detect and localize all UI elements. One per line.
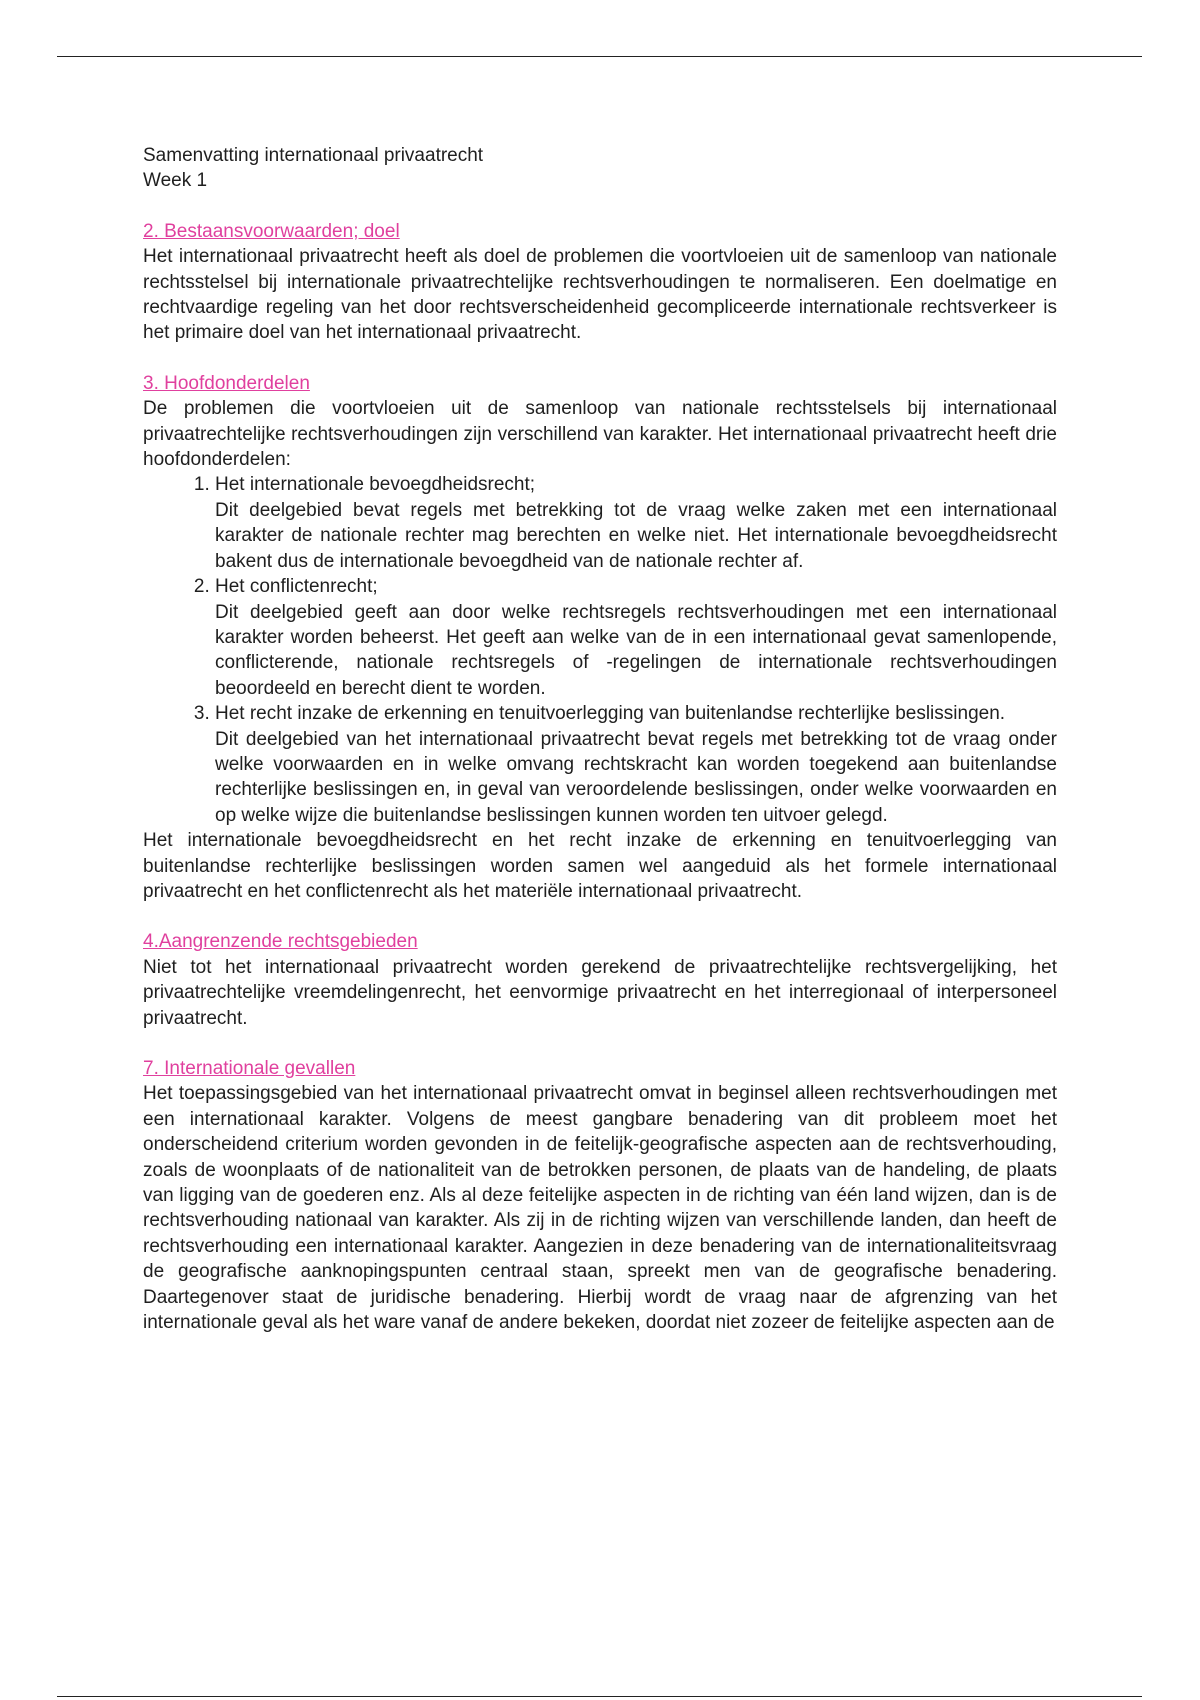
list-item-text: Dit deelgebied bevat regels met betrekking tot de vraag welke zaken met een internationaal karakter de nationale rechter mag berechten en welke niet. Het internationale bevoegdheidsrecht bakent dus de internationale bevoegdheid van de nationale rechter af.: [215, 499, 1057, 572]
document-title: Samenvatting internationaal privaatrecht: [143, 145, 484, 166]
list-item: [215, 472, 1057, 574]
section-heading: 3. Hoofdonderdelen: [143, 372, 310, 394]
section-aangrenzende-rechtsgebieden: [143, 929, 1057, 1031]
top-rule: [57, 56, 1142, 57]
list-item-title: 2. Het conflictenrecht;: [215, 576, 378, 598]
list-item: [215, 701, 1057, 828]
section-body: Het toepassingsgebied van het internationaal privaatrecht omvat in beginsel alleen rechtsverhoudingen met een internationaal karakter. Volgens de meest gangbare benadering van dit probleem moet het onderscheidend criterium worden gevonden in de feitelijk-geografische aspecten aan de rechtsverhouding, zoals de woonplaats of de nationaliteit van de betrokken personen, de plaats van de handeling, de plaats van ligging van de goederen enz. Als al deze feitelijke aspecten in de richting van één land wijzen, dan is de rechtsverhouding nationaal van karakter. Als zij in de richting wijzen van verschillende landen, dan heeft de rechtsverhouding een internationaal karakter. Aangezien in deze benadering van de internationaliteitsvraag de geografische aanknopingspunten centraal staan, spreekt men van de geografische benadering. Daartegenover staat de juridische benadering. Hierbij wordt de vraag naar de afgrenzing van het internationale geval als het ware vanaf de andere bekeken, doordat niet zozeer de feitelijke aspecten aan de: [143, 1083, 1057, 1334]
section-heading: 4.Aangrenzende rechtsgebieden: [143, 931, 418, 953]
document-subtitle: Week 1: [143, 170, 208, 192]
section-body: Het internationaal privaatrecht heeft als doel de problemen die voortvloeien uit de samenloop van nationale rechtsstelsel bij internationale privaatrechtelijke rechtsverhoudingen te normaliseren. Een doelmatige en rechtvaardige regeling van het door rechtsverscheidenheid gecompliceerde internationale rechtsverkeer is het primaire doel van het internationaal privaatrecht.: [143, 246, 1057, 344]
section-hoofdonderdelen: [143, 371, 1057, 905]
document-page: [143, 143, 1057, 1335]
section-heading: 2. Bestaansvoorwaarden; doel: [143, 220, 400, 242]
list-item-text: Dit deelgebied van het internationaal privaatrecht bevat regels met betrekking tot de vraag onder welke voorwaarden en in welke omvang rechtskracht kan worden toegekend aan buitenlandse rechterlijke beslissingen en, in geval van veroordelende beslissingen, onder welke voorwaarden en op welke wijze die buitenlandse beslissingen kunnen worden ten uitvoer gelegd.: [215, 728, 1057, 826]
section-doel: [143, 219, 1057, 346]
section-intro: De problemen die voortvloeien uit de samenloop van nationale rechtsstelsels bij internationaal privaatrechtelijke rechtsverhoudingen zijn verschillend van karakter. Het internationaal privaatrecht heeft drie hoofdonderdelen:: [143, 398, 1057, 471]
section-body: Niet tot het internationaal privaatrecht worden gerekend de privaatrechtelijke rechtsvergelijking, het privaatrechtelijke vreemdelingenrecht, het eenvormige privaatrecht en het interregionaal of interpersoneel privaatrecht.: [143, 956, 1057, 1029]
section-outro: Het internationale bevoegdheidsrecht en het recht inzake de erkenning en tenuitvoerlegging van buitenlandse rechterlijke beslissingen worden samen wel aangeduid als het formele internationaal privaatrecht en het conflictenrecht als het materiële internationaal privaatrecht.: [143, 830, 1057, 902]
section-heading: 7. Internationale gevallen: [143, 1058, 356, 1079]
list-item-text: Dit deelgebied geeft aan door welke rechtsregels rechtsverhoudingen met een internationaal karakter worden beheerst. Het geeft aan welke van de in een internationaal gevat samenlopende, conflicterende, nationale rechtsregels of -regelingen de internationale rechtsverhoudingen beoordeeld en berecht dient te worden.: [215, 601, 1057, 699]
list-item: [215, 574, 1057, 701]
list-item-title: 3. Het recht inzake de erkenning en tenuitvoerlegging van buitenlandse rechterlijke beslissingen.: [215, 703, 1006, 725]
numbered-list: [143, 472, 1057, 828]
section-internationale-gevallen: [143, 1056, 1057, 1335]
list-item-title: 1. Het internationale bevoegdheidsrecht;: [215, 474, 536, 496]
bottom-rule: [57, 1696, 1142, 1697]
